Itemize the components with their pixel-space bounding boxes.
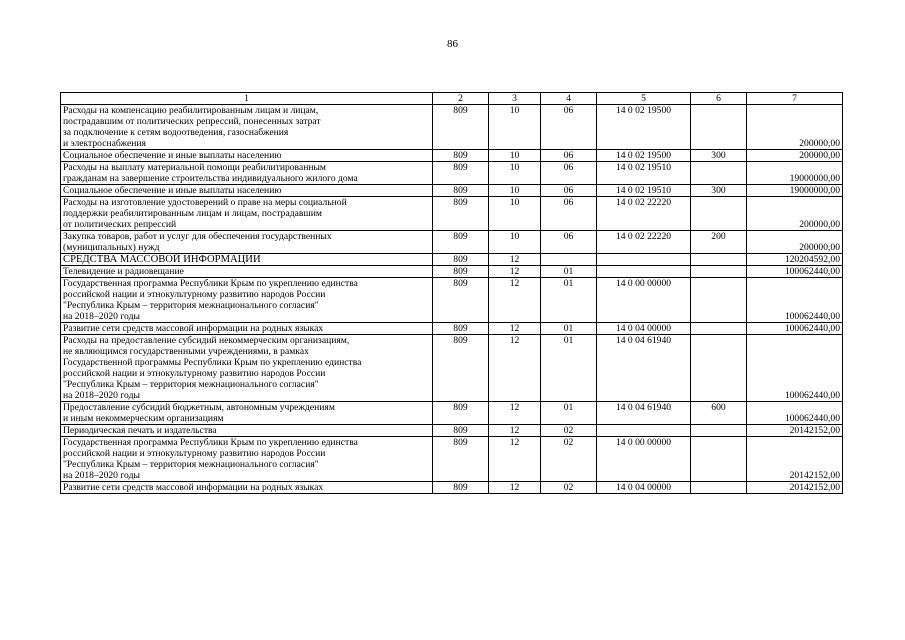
expense-type-cell: 300 bbox=[691, 150, 747, 162]
subsection-code-cell: 01 bbox=[541, 266, 597, 278]
row-name-cell bbox=[61, 335, 433, 402]
target-article-cell: 14 0 04 00000 bbox=[597, 323, 691, 335]
row-name-cell bbox=[61, 197, 433, 231]
expense-type-cell bbox=[691, 254, 747, 266]
table-row bbox=[61, 231, 843, 254]
subsection-code-cell bbox=[541, 254, 597, 266]
amount-cell: 100062440,00 bbox=[747, 402, 843, 425]
target-article-cell: 14 0 04 00000 bbox=[597, 482, 691, 494]
column-header: 2 bbox=[433, 93, 489, 105]
expense-type-cell bbox=[691, 278, 747, 323]
target-article-cell: 14 0 02 22220 bbox=[597, 231, 691, 254]
column-header: 5 bbox=[597, 93, 691, 105]
target-article-cell bbox=[597, 266, 691, 278]
target-article-cell bbox=[597, 425, 691, 437]
row-name-cell bbox=[61, 323, 433, 335]
row-name-text: Социальное обеспечение и иные выплаты населению bbox=[63, 150, 282, 161]
ministry-code-cell: 809 bbox=[433, 482, 489, 494]
target-article-cell: 14 0 04 61940 bbox=[597, 402, 691, 425]
ministry-code-cell: 809 bbox=[433, 185, 489, 197]
section-code-cell: 12 bbox=[489, 402, 541, 425]
section-code-cell: 12 bbox=[489, 323, 541, 335]
section-code-cell: 12 bbox=[489, 254, 541, 266]
row-name-cell bbox=[61, 482, 433, 494]
row-name-cell bbox=[61, 231, 433, 254]
section-code-cell: 12 bbox=[489, 335, 541, 402]
expense-type-cell: 600 bbox=[691, 402, 747, 425]
section-code-cell: 12 bbox=[489, 278, 541, 323]
row-name-text: СРЕДСТВА МАССОВОЙ ИНФОРМАЦИИ bbox=[63, 254, 261, 265]
ministry-code-cell: 809 bbox=[433, 323, 489, 335]
amount-cell: 100062440,00 bbox=[747, 323, 843, 335]
target-article-cell: 14 0 04 61940 bbox=[597, 335, 691, 402]
row-name-text: Государственная программа Республики Крым по укреплению единства российской нации и этнокультурному развитию народов России "Республика Крым – территория межнационального согласия" на 2018–2020 годы bbox=[63, 278, 358, 322]
table-row bbox=[61, 266, 843, 278]
section-code-cell: 12 bbox=[489, 425, 541, 437]
target-article-cell: 14 0 02 22220 bbox=[597, 197, 691, 231]
row-name-text: Предоставление субсидий бюджетным, автономным учреждениям и иным некоммерческим организациям bbox=[63, 402, 335, 424]
section-code-cell: 10 bbox=[489, 231, 541, 254]
target-article-cell: 14 0 00 00000 bbox=[597, 437, 691, 482]
subsection-code-cell: 06 bbox=[541, 150, 597, 162]
row-name-text: Закупка товаров, работ и услуг для обеспечения государственных (муниципальных) нужд bbox=[63, 231, 332, 253]
row-name-cell bbox=[61, 162, 433, 185]
amount-cell: 200000,00 bbox=[747, 150, 843, 162]
column-header: 4 bbox=[541, 93, 597, 105]
target-article-cell bbox=[597, 254, 691, 266]
row-name-cell bbox=[61, 150, 433, 162]
ministry-code-cell: 809 bbox=[433, 197, 489, 231]
section-code-cell: 10 bbox=[489, 150, 541, 162]
ministry-code-cell: 809 bbox=[433, 425, 489, 437]
amount-cell: 100062440,00 bbox=[747, 335, 843, 402]
ministry-code-cell: 809 bbox=[433, 437, 489, 482]
table-row bbox=[61, 254, 843, 266]
expense-type-cell: 200 bbox=[691, 231, 747, 254]
row-name-cell bbox=[61, 425, 433, 437]
subsection-code-cell: 06 bbox=[541, 105, 597, 150]
ministry-code-cell: 809 bbox=[433, 231, 489, 254]
section-code-cell: 12 bbox=[489, 266, 541, 278]
table-header-row bbox=[61, 93, 843, 105]
page-number: 86 bbox=[447, 38, 458, 50]
subsection-code-cell: 01 bbox=[541, 402, 597, 425]
ministry-code-cell: 809 bbox=[433, 402, 489, 425]
table-row bbox=[61, 150, 843, 162]
subsection-code-cell: 01 bbox=[541, 278, 597, 323]
section-code-cell: 10 bbox=[489, 185, 541, 197]
row-name-text: Развитие сети средств массовой информации на родных языках bbox=[63, 482, 324, 493]
ministry-code-cell: 809 bbox=[433, 335, 489, 402]
row-name-text: Государственная программа Республики Крым по укреплению единства российской нации и этнокультурному развитию народов России "Республика Крым – территория межнационального согласия" на 2018–2020 годы bbox=[63, 437, 358, 481]
subsection-code-cell: 06 bbox=[541, 231, 597, 254]
row-name-text: Телевидение и радиовещание bbox=[63, 266, 184, 277]
expense-type-cell bbox=[691, 197, 747, 231]
table-row bbox=[61, 437, 843, 482]
table-row bbox=[61, 425, 843, 437]
amount-cell: 19000000,00 bbox=[747, 185, 843, 197]
amount-cell: 200000,00 bbox=[747, 197, 843, 231]
amount-cell: 200000,00 bbox=[747, 105, 843, 150]
amount-cell: 200000,00 bbox=[747, 231, 843, 254]
target-article-cell: 14 0 02 19500 bbox=[597, 150, 691, 162]
row-name-cell bbox=[61, 266, 433, 278]
row-name-cell bbox=[61, 278, 433, 323]
table-row bbox=[61, 278, 843, 323]
row-name-cell bbox=[61, 402, 433, 425]
column-header: 3 bbox=[489, 93, 541, 105]
row-name-text: Расходы на изготовление удостоверений о праве на меры социальной поддержки реабилитированным лицам и лицам, пострадавшим от политических репрессий bbox=[63, 197, 347, 230]
subsection-code-cell: 01 bbox=[541, 335, 597, 402]
table-row bbox=[61, 105, 843, 150]
section-code-cell: 10 bbox=[489, 105, 541, 150]
table-row bbox=[61, 482, 843, 494]
table-row bbox=[61, 335, 843, 402]
subsection-code-cell: 06 bbox=[541, 162, 597, 185]
expense-type-cell bbox=[691, 482, 747, 494]
table-row bbox=[61, 185, 843, 197]
ministry-code-cell: 809 bbox=[433, 150, 489, 162]
amount-cell: 20142152,00 bbox=[747, 425, 843, 437]
amount-cell: 20142152,00 bbox=[747, 437, 843, 482]
table-row bbox=[61, 402, 843, 425]
subsection-code-cell: 02 bbox=[541, 482, 597, 494]
ministry-code-cell: 809 bbox=[433, 105, 489, 150]
subsection-code-cell: 06 bbox=[541, 197, 597, 231]
section-code-cell: 12 bbox=[489, 482, 541, 494]
expense-type-cell bbox=[691, 266, 747, 278]
section-code-cell: 12 bbox=[489, 437, 541, 482]
section-code-cell: 10 bbox=[489, 162, 541, 185]
subsection-code-cell: 02 bbox=[541, 437, 597, 482]
target-article-cell: 14 0 00 00000 bbox=[597, 278, 691, 323]
column-header: 1 bbox=[61, 93, 433, 105]
budget-table bbox=[60, 92, 843, 494]
row-name-cell bbox=[61, 185, 433, 197]
row-name-text: Социальное обеспечение и иные выплаты населению bbox=[63, 185, 282, 196]
subsection-code-cell: 02 bbox=[541, 425, 597, 437]
ministry-code-cell: 809 bbox=[433, 254, 489, 266]
subsection-code-cell: 01 bbox=[541, 323, 597, 335]
expense-type-cell bbox=[691, 162, 747, 185]
target-article-cell: 14 0 02 19500 bbox=[597, 105, 691, 150]
expense-type-cell bbox=[691, 437, 747, 482]
ministry-code-cell: 809 bbox=[433, 162, 489, 185]
ministry-code-cell: 809 bbox=[433, 266, 489, 278]
column-header: 7 bbox=[747, 93, 843, 105]
expense-type-cell: 300 bbox=[691, 185, 747, 197]
target-article-cell: 14 0 02 19510 bbox=[597, 185, 691, 197]
table-row bbox=[61, 197, 843, 231]
expense-type-cell bbox=[691, 105, 747, 150]
row-name-cell bbox=[61, 254, 433, 266]
amount-cell: 20142152,00 bbox=[747, 482, 843, 494]
row-name-text: Развитие сети средств массовой информации на родных языках bbox=[63, 323, 324, 334]
subsection-code-cell: 06 bbox=[541, 185, 597, 197]
amount-cell: 100062440,00 bbox=[747, 266, 843, 278]
amount-cell: 120204592,00 bbox=[747, 254, 843, 266]
column-header: 6 bbox=[691, 93, 747, 105]
amount-cell: 19000000,00 bbox=[747, 162, 843, 185]
target-article-cell: 14 0 02 19510 bbox=[597, 162, 691, 185]
row-name-text: Расходы на компенсацию реабилитированным лицам и лицам, пострадавшим от политических репрессий, понесенных затрат за подключение к сетям водоотведения, газоснабжения и электроснабжения bbox=[63, 105, 321, 149]
row-name-cell bbox=[61, 105, 433, 150]
row-name-text: Периодическая печать и издательства bbox=[63, 425, 217, 436]
row-name-cell bbox=[61, 437, 433, 482]
expense-type-cell bbox=[691, 335, 747, 402]
expense-type-cell bbox=[691, 323, 747, 335]
amount-cell: 100062440,00 bbox=[747, 278, 843, 323]
table-row bbox=[61, 162, 843, 185]
expense-type-cell bbox=[691, 425, 747, 437]
table-row bbox=[61, 323, 843, 335]
section-code-cell: 10 bbox=[489, 197, 541, 231]
row-name-text: Расходы на предоставление субсидий некоммерческим организациям, не являющимся государственными учреждениями, в рамках Государственной программы Республики Крым по укреплению единства российской нации и этнокультурному развитию народов России "Республика Крым – территория межнационального согласия" на 2018–2020 годы bbox=[63, 335, 362, 401]
row-name-text: Расходы на выплату материальной помощи реабилитированным гражданам на завершение строительства индивидуального жилого дома bbox=[63, 162, 358, 184]
ministry-code-cell: 809 bbox=[433, 278, 489, 323]
